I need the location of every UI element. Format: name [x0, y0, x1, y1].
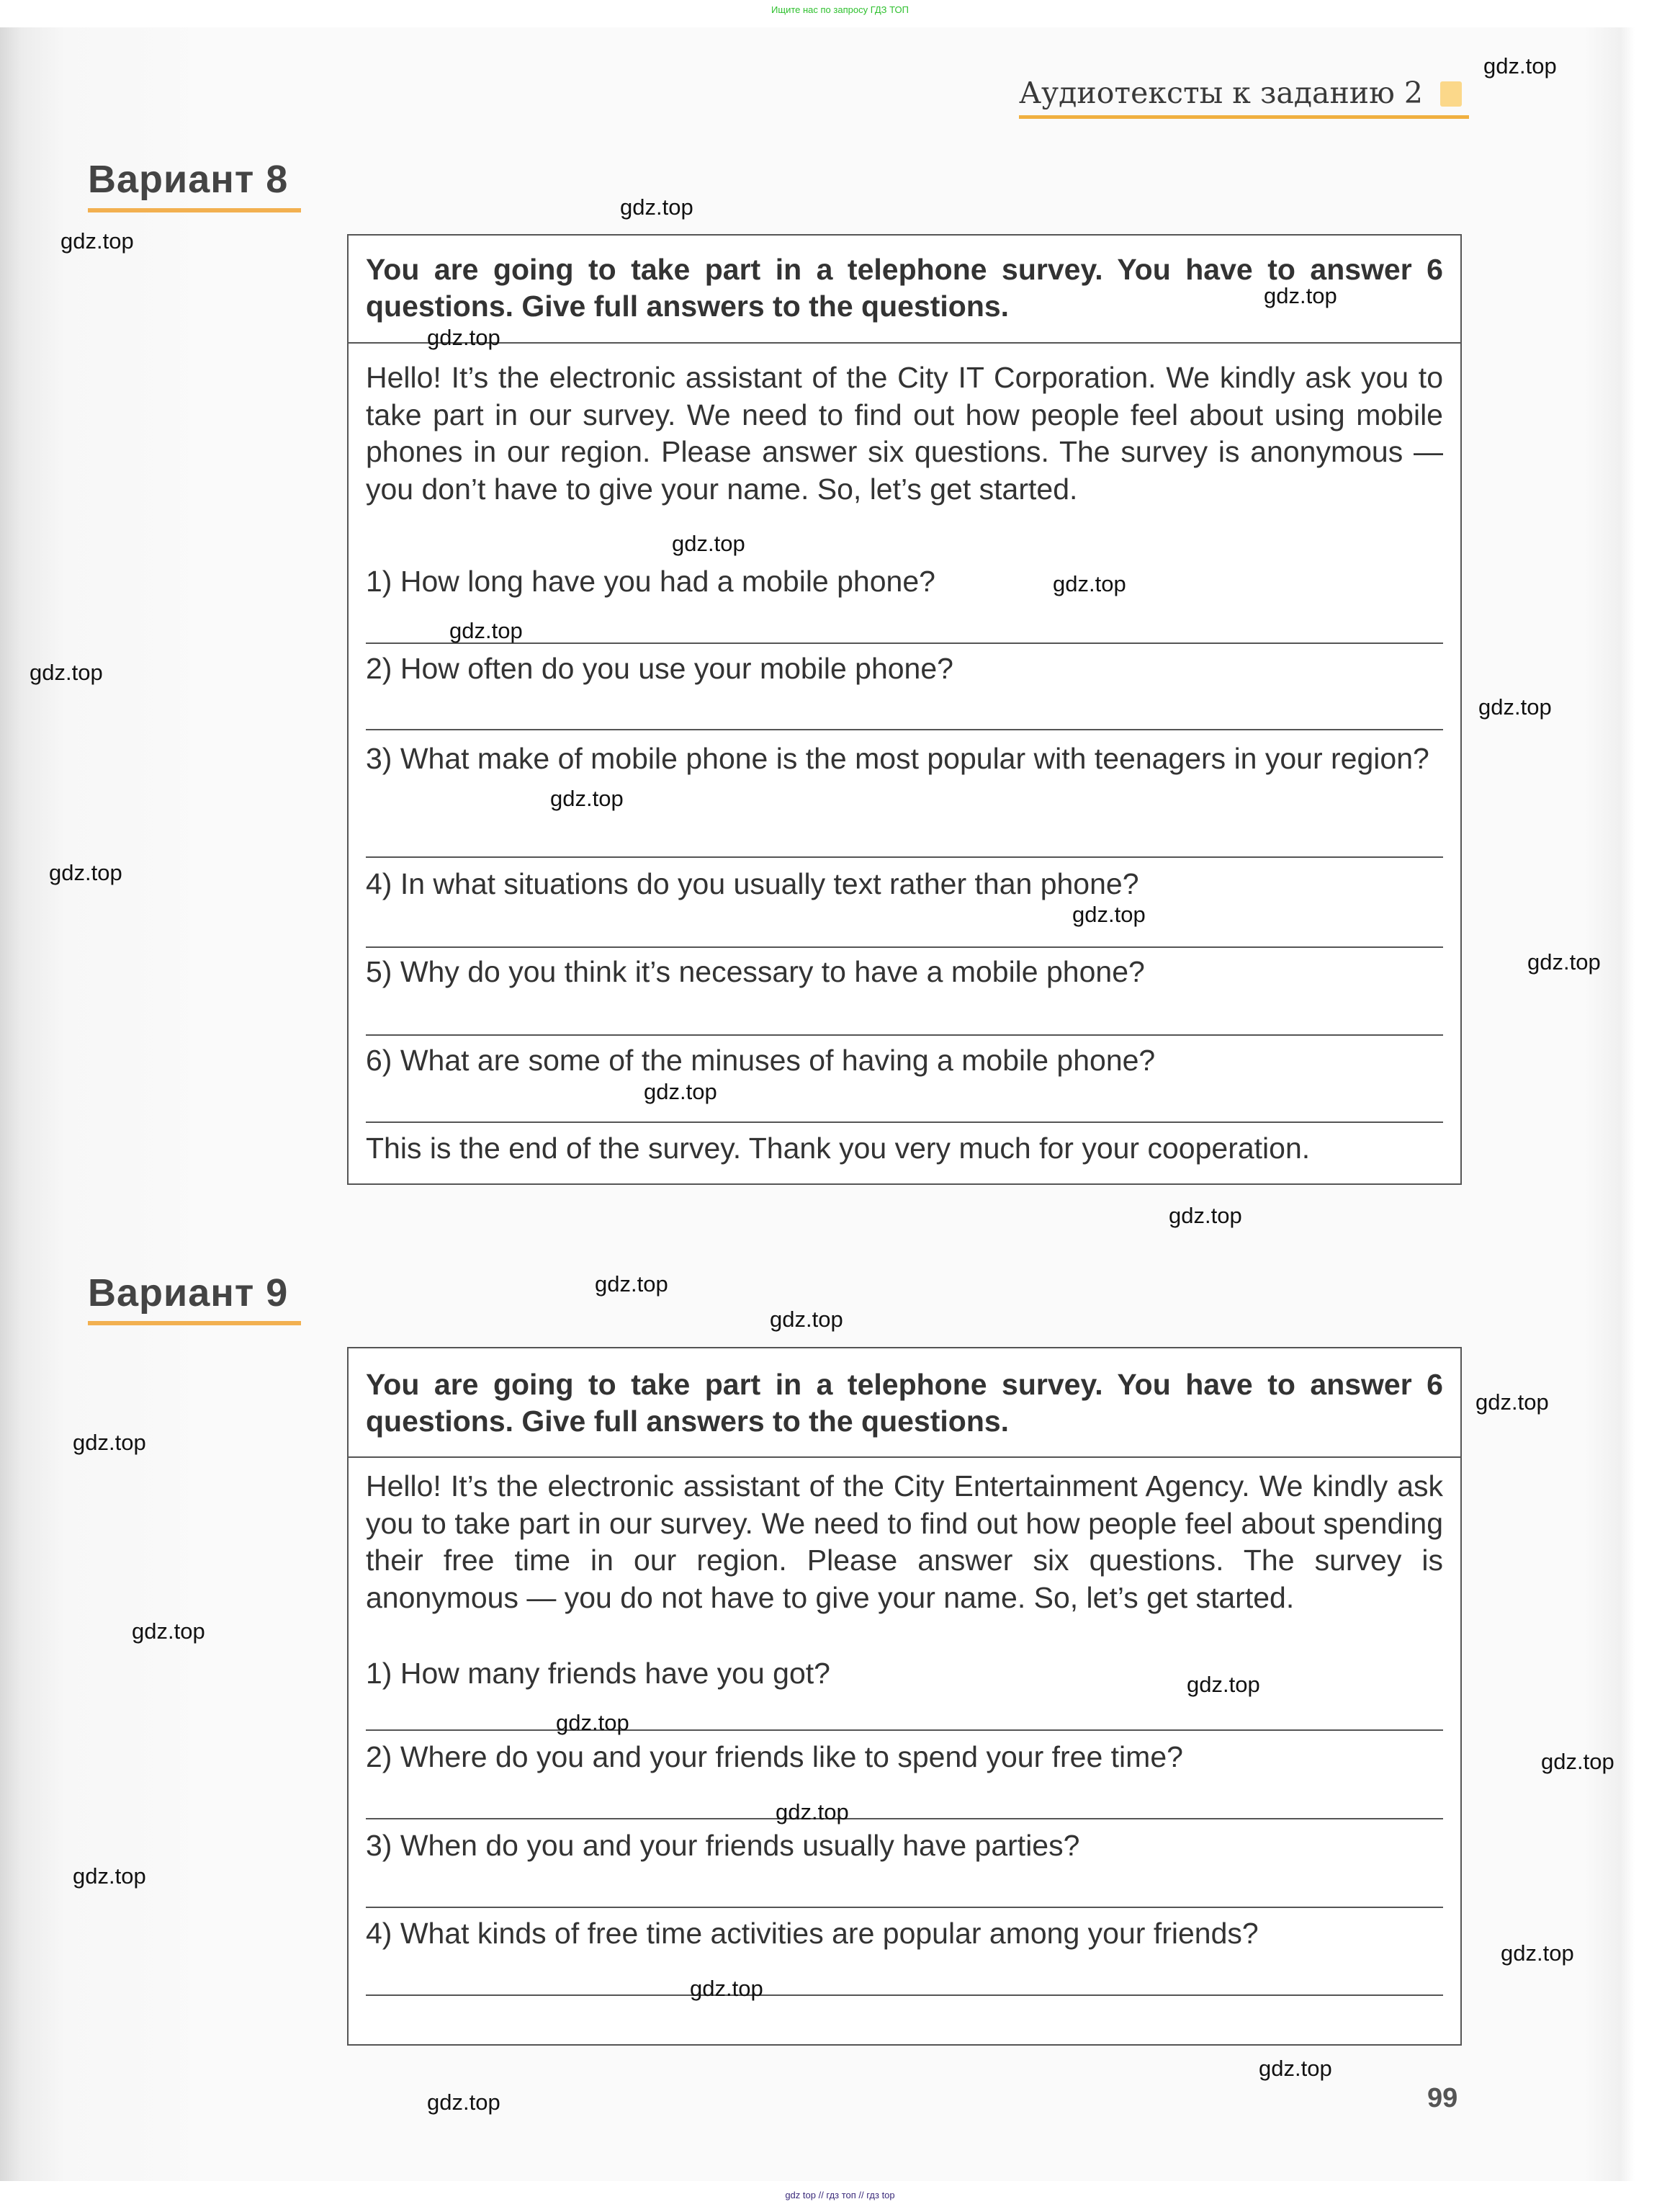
watermark: gdz.top: [1475, 1389, 1549, 1415]
divider: [349, 342, 1460, 344]
question-1: 1) How many friends have you got?: [366, 1657, 830, 1690]
intro-text: Hello! It’s the electronic assistant of the City Entertainment Agency. We kindly ask you to take part in our survey. We need to find out how people feel about spending their free time in our region. Please answer six questions. The survey is anonymous — you do not have to give your name. So, let’s get started.: [366, 1469, 1443, 1614]
variant-9-title: Вариант 9: [88, 1271, 289, 1315]
watermark: gdz.top: [73, 1430, 146, 1455]
watermark: gdz.top: [1264, 283, 1337, 308]
watermark: gdz.top: [595, 1271, 668, 1297]
running-header-underline: [1019, 115, 1469, 119]
variant-8-box: [347, 234, 1462, 1185]
divider: [349, 1456, 1460, 1458]
watermark: gdz.top: [556, 1710, 629, 1735]
watermark: gdz.top: [770, 1307, 843, 1332]
watermark: gdz.top: [1501, 1940, 1574, 1966]
question-1: 1) How long have you had a mobile phone?: [366, 565, 935, 598]
watermark: gdz.top: [550, 786, 624, 811]
variant-8-title: Вариант 8: [88, 158, 289, 201]
question-3: 3) When do you and your friends usually have parties?: [366, 1829, 1080, 1862]
answer-line: [366, 729, 1443, 730]
question-4: 4) What kinds of free time activities are popular among your friends?: [366, 1917, 1259, 1950]
watermark: gdz.top: [1478, 694, 1552, 720]
header-marker-square: [1440, 81, 1462, 107]
intro-text: Hello! It’s the electronic assistant of the City IT Corporation. We kindly ask you to take part in our survey. We need to find out how people feel about using mobile phones in our region. Please answer six questions. The survey is anonymous — you don’t have to give your name. So, let’s get started.: [366, 361, 1443, 506]
watermark: gdz.top: [1169, 1203, 1242, 1228]
question-3: 3) What make of mobile phone is the most popular with teenagers in your region?: [366, 742, 1429, 775]
instruction: You are going to take part in a telephone survey. You have to answer 6 questions. Give full answers to the questions.: [366, 1368, 1443, 1438]
watermark: gdz.top: [776, 1799, 849, 1824]
watermark: gdz.top: [449, 618, 523, 643]
question-4: 4) In what situations do you usually text rather than phone?: [366, 867, 1139, 900]
watermark: gdz.top: [1541, 1749, 1614, 1774]
answer-line: [366, 1121, 1443, 1123]
watermark: gdz.top: [60, 228, 134, 254]
watermark: gdz.top: [620, 194, 693, 220]
running-header: Аудиотексты к заданию 2: [1019, 76, 1423, 110]
watermark: gdz.top: [644, 1079, 717, 1104]
watermark: gdz.top: [1259, 2056, 1332, 2081]
answer-line: [366, 642, 1443, 644]
closing-text: This is the end of the survey. Thank you very much for your cooperation.: [366, 1132, 1311, 1165]
watermark: gdz.top: [1072, 902, 1146, 927]
watermark: gdz.top: [49, 860, 122, 885]
watermark: gdz.top: [690, 1976, 763, 2001]
answer-line: [366, 1818, 1443, 1819]
question-2: 2) How often do you use your mobile phone?: [366, 652, 953, 685]
instruction: You are going to take part in a telephone survey. You have to answer 6 questions. Give full answers to the questions.: [366, 253, 1443, 323]
answer-line: [366, 1994, 1443, 1996]
variant-8-underline: [88, 208, 301, 212]
watermark: gdz.top: [73, 1863, 146, 1889]
variant-9-underline: [88, 1321, 301, 1325]
watermark: gdz.top: [672, 531, 745, 556]
answer-line: [366, 1907, 1443, 1908]
watermark: gdz.top: [1187, 1672, 1260, 1697]
variant-9-box: [347, 1347, 1462, 2046]
watermark: gdz.top: [1053, 571, 1126, 596]
bottom-note: gdz top // гдз топ // гдз top: [785, 2190, 895, 2200]
answer-line: [366, 946, 1443, 948]
answer-line: [366, 856, 1443, 858]
top-note: Ищите нас по запросу ГДЗ ТОП: [771, 4, 909, 15]
page-number: 99: [1427, 2083, 1458, 2113]
watermark: gdz.top: [132, 1618, 205, 1644]
answer-line: [366, 1034, 1443, 1036]
question-5: 5) Why do you think it’s necessary to have a mobile phone?: [366, 955, 1145, 988]
watermark: gdz.top: [427, 2090, 500, 2115]
watermark: gdz.top: [427, 325, 500, 350]
watermark: gdz.top: [1483, 53, 1557, 79]
question-6: 6) What are some of the minuses of having a mobile phone?: [366, 1044, 1156, 1077]
watermark: gdz.top: [1527, 949, 1601, 975]
question-2: 2) Where do you and your friends like to spend your free time?: [366, 1740, 1183, 1773]
watermark: gdz.top: [30, 660, 103, 685]
answer-line: [366, 1729, 1443, 1731]
